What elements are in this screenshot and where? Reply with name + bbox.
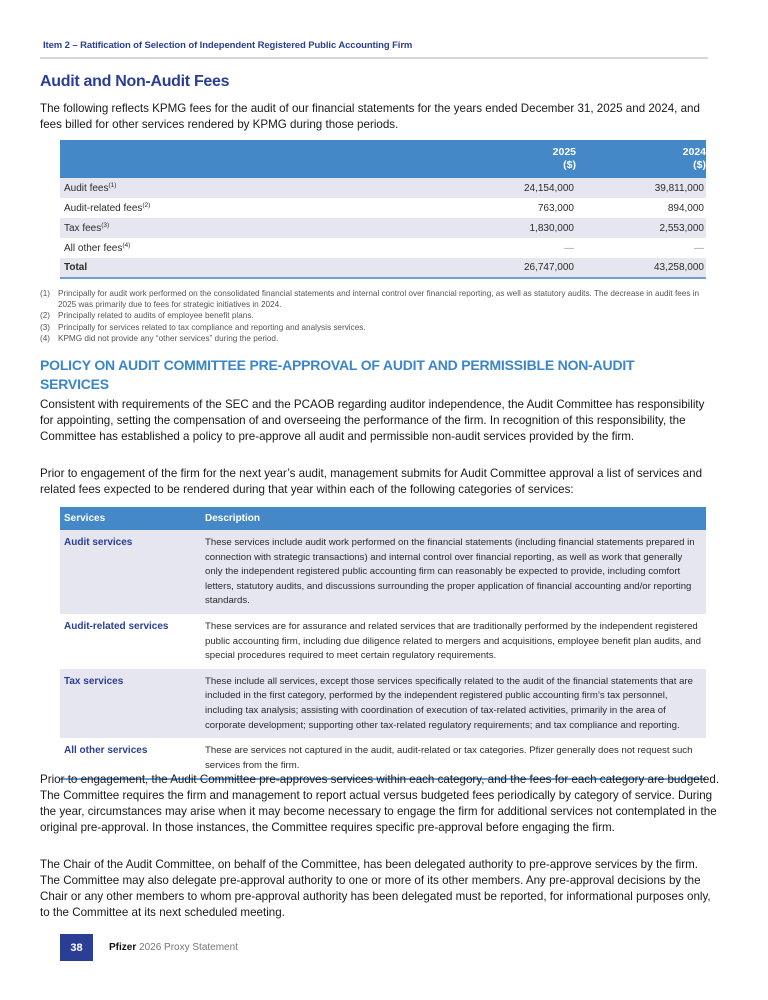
fees-table — [60, 140, 706, 279]
row-label: Tax fees$^{(3)}$ — [60, 218, 430, 238]
row-label: Audit fees$^{(1)}$ — [60, 178, 430, 198]
services-table-header — [60, 507, 706, 530]
service-description: These include all services, except those services specifically related to the audit of the financial statements that are included in the first category, performed by the independent registered public accounting firm’s tax personnel, including tax analysis; assisting with coordination of execution of tax-related activities, primarily in the area of corporate development; supporting other tax-related regulatory requirements; and tax compliance and reporting. — [201, 669, 706, 738]
service-name: Audit services — [60, 530, 201, 614]
value-2025: 26,747,000 — [430, 258, 576, 278]
value-2024: 43,258,000 — [576, 258, 706, 278]
footnote: (4) KPMG did not provide any “other services” during the period. — [40, 333, 279, 343]
footer-document-title — [109, 942, 238, 953]
service-name: All other services — [64, 745, 148, 757]
value-2025: — — [564, 242, 574, 254]
value-2024: 2,553,000 — [576, 218, 706, 238]
footnote: (1) Principally for audit work performed on the consolidated financial statements and internal control over financial reporting, as well as statutory audits. The decrease in audit fees in 2025 was primarily due to fees for strategic initiatives in 2024. — [40, 289, 700, 310]
header-blank — [60, 140, 430, 178]
header-divider — [40, 57, 708, 59]
value-2025: 1,830,000 — [430, 218, 576, 238]
service-row — [60, 669, 706, 738]
header-2024-year: 2024 — [682, 146, 706, 158]
services-table — [60, 507, 706, 780]
value-2024: 894,000 — [667, 202, 704, 214]
table-row — [60, 238, 706, 258]
header-2025 — [430, 140, 576, 178]
running-head: Item 2 – Ratification of Selection of Independent Registered Public Accounting Firm — [43, 40, 413, 51]
policy-paragraph-2: Prior to engagement of the firm for the next year’s audit, management submits for Audit Committee approval a list of services and related fees expected to be rendered during that year within each of the following categories of services: — [40, 467, 703, 496]
page-number: 38 — [60, 934, 93, 961]
fees-table-header — [60, 140, 706, 178]
table-row-total — [60, 258, 706, 278]
footnote-ref: (4) — [122, 242, 131, 249]
header-services: Services — [60, 507, 201, 530]
value-2024: — — [694, 242, 704, 254]
header-2024-unit: ($) — [693, 159, 706, 171]
footnote-ref: (3) — [101, 222, 110, 229]
service-name: Audit-related services — [64, 620, 169, 632]
header-2025-year: 2025 — [552, 146, 576, 158]
value-2025: 763,000 — [537, 202, 574, 214]
row-label: All other fees$^{(4)}$ — [64, 242, 131, 254]
fees-intro-paragraph: The following reflects KPMG fees for the audit of our financial statements for the years ended December 31, 2025 and 2024, and fees billed for other services rendered by KPMG during those periods. — [40, 102, 700, 131]
policy-paragraph-3: Prior to engagement, the Audit Committee pre-approves services within each category, and the fees for each category are budgeted. The Committee requires the firm and management to report actual versus budgeted fees periodically by category of service. During the year, circumstances may arise when it may become necessary to engage the firm for additional services not contemplated in the original pre-approval. In those instances, the Committee requires specific pre-approval before engaging the firm. — [40, 773, 720, 834]
policy-section-title: POLICY ON AUDIT COMMITTEE PRE-APPROVAL OF AUDIT AND PERMISSIBLE NON-AUDIT SERVICES — [40, 357, 635, 392]
header-description: Description — [201, 507, 706, 530]
section-title: Audit and Non-Audit Fees — [40, 73, 230, 90]
footnote: (2) Principally related to audits of employee benefit plans. — [40, 311, 254, 321]
header-2025-unit: ($) — [563, 159, 576, 171]
service-row — [60, 614, 706, 669]
table-row — [60, 218, 706, 238]
service-name: Tax services — [60, 669, 201, 738]
service-description: These services include audit work performed on the financial statements (including financial statements prepared in connection with strategic transactions) and internal control over financial reporting, as well as work that generally only the independent registered public accounting firm can reasonably be expected to provide, including comfort letters, statutory audits, and discussions surrounding the proper application of financial accounting and/or reporting standards. — [201, 530, 706, 614]
value-2025: 24,154,000 — [430, 178, 576, 198]
footnotes-list — [40, 288, 710, 344]
footnote: (3) Principally for services related to tax compliance and reporting and analysis services. — [40, 322, 366, 332]
table-row — [60, 198, 706, 218]
footnote-ref: (1) — [108, 182, 117, 189]
service-description: These are services not captured in the audit, audit-related or tax categories. Pfizer generally does not request such services from the firm. — [205, 745, 693, 771]
row-label: Total — [60, 258, 430, 278]
service-row — [60, 530, 706, 614]
table-row — [60, 178, 706, 198]
header-2024 — [576, 140, 706, 178]
service-description: These services are for assurance and related services that are traditionally performed by the independent registered public accounting firm, including due diligence related to mergers and acquisitions, employee benefit plan audits, and special procedures required to meet certain regulatory requirements. — [205, 620, 701, 662]
policy-paragraph-4: The Chair of the Audit Committee, on behalf of the Committee, has been delegated authority to pre-approve services by the firm. The Committee may also delegate pre-approval authority to one or more of its other members. Any pre-approval decisions by the Chair or any other members to whom pre-approval authority has been delegated must be reported, for informational purposes only, to the Committee at its next scheduled meeting. — [40, 858, 711, 919]
row-label: Audit-related fees$^{(2)}$ — [64, 202, 151, 214]
footer-brand: Pfizer — [109, 942, 137, 953]
policy-paragraph-1: Consistent with requirements of the SEC and the PCAOB regarding auditor independence, the Audit Committee has responsibility for appointing, setting the compensation of and overseeing the performance of the firm. In recognition of this responsibility, the Committee has established a policy to pre-approve all audit and permissible non-audit services provided by the firm. — [40, 398, 705, 443]
value-2024: 39,811,000 — [576, 178, 706, 198]
footnote-ref: (2) — [142, 202, 151, 209]
footer-doc-title: 2026 Proxy Statement — [139, 942, 238, 953]
